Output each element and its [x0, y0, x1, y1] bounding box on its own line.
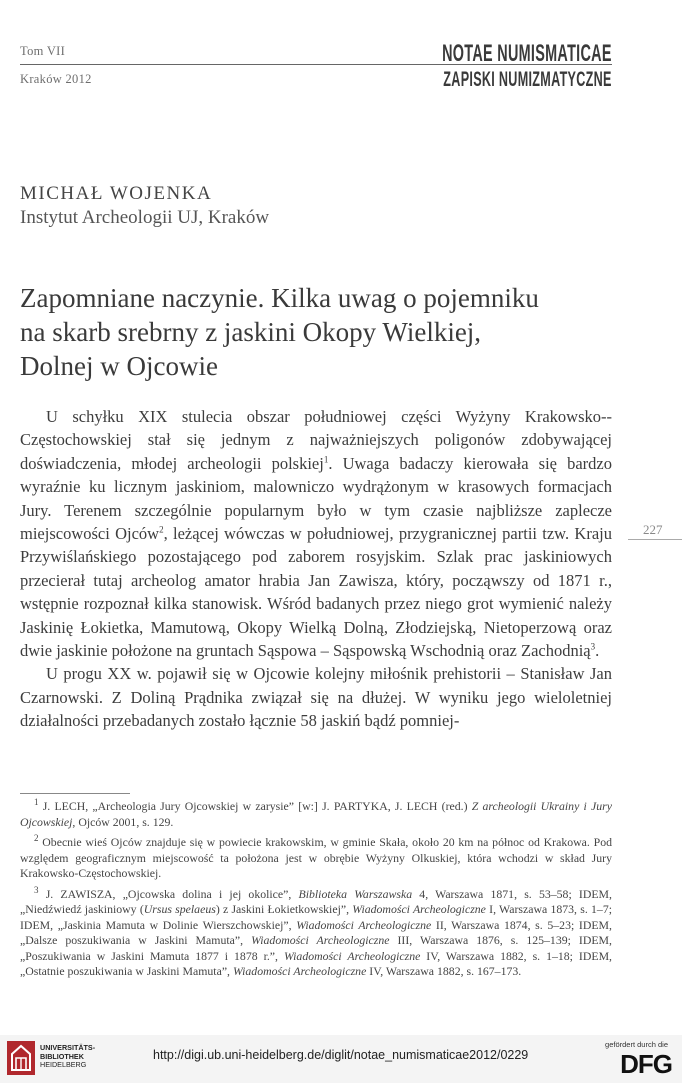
source-url-link[interactable]: http://digi.ub.uni-heidelberg.de/diglit/notae_numismaticae2012/0229: [153, 1048, 529, 1062]
journal-title-polish: ZAPISKI NUMIZMATYCZNE: [443, 68, 612, 91]
page-number-rule: [628, 539, 682, 540]
page-number: 227: [643, 522, 663, 537]
place-year-label: Kraków 2012: [20, 72, 92, 86]
title-line: na skarb srebrny z jaskini Okopy Wielkiej,: [20, 317, 482, 347]
footnote-ref[interactable]: 2: [159, 524, 164, 535]
body-paragraph: U progu XX w. pojawił się w Ojcowie kolejny miłośnik prehistorii – Stanisław Jan Czarnowski. Z Doliną Prądnika związał się na dłużej. W wyniku jego wieloletniej działalności przebadanych zostało łącznie 58 jaskiń bądź pomniej-: [20, 664, 612, 731]
volume-label: Tom VII: [20, 44, 66, 58]
dfg-logo-icon: DFG: [620, 1049, 672, 1079]
footnote-ref[interactable]: 3: [590, 641, 596, 652]
journal-title-latin: NOTAE NUMISMATICAE: [442, 40, 612, 67]
author-affiliation: Instytut Archeologii UJ, Kraków: [20, 207, 270, 228]
author-name: MICHAŁ WOJENKA: [20, 183, 213, 204]
footnote-divider: [20, 793, 130, 794]
footnote: $^3$ J. ZAWISZA, „Ojcowska dolina i jej okolice”, Biblioteka Warszawska 4, Warszawa 1871, s. 53–58; IDEM, „Niedźwiedź jaskiniowy (Ursus spelaeus) z Jaskini Łokietkowskiej”, Wiadomości Archeologiczne I, Warszawa 1873, s. 1–7; IDEM, „Jaskinia Mamuta w Dolinie Wierszchowskiej”, Wiadomości Archeologiczne II, Warszawa 1874, s. 5–23; IDEM, „Dalsze poszukiwania w Jaskini Mamuta”, Wiadomości Archeologiczne III, Warszawa 1876, s. 125–139; IDEM, „Poszukiwania w Jaskini Mamuta 1877 i 1878 r.”, Wiadomości Archeologiczne IV, Warszawa 1882, s. 1–18; IDEM, „Ostatnie poszukiwania w Jaskini Mamuta”, Wiadomości Archeologiczne IV, Warszawa 1882, s. 167–173.: [20, 884, 613, 978]
footnote: $^2$ Obecnie wieś Ojców znajduje się w powiecie krakowskim, w gminie Skała, około 20 km na północ od Krakowa. Pod względem geograficznym miejscowość ta położona jest w obrębie Wyżyny Olkuskiej, która wchodzi w skład Jury Krakowsko-Częstochowskiej.: [20, 833, 612, 880]
article-body: [20, 405, 612, 733]
article-title: [20, 281, 620, 383]
footnote: $^1$ J. LECH, „Archeologia Jury Ojcowskiej w zarysie” [w:] J. PARTYKA, J. LECH (red.) Z archeologii Ukrainy i Jury Ojcowskiej, Ojców 2001, s. 129.: [20, 797, 612, 829]
library-name: UNIVERSITÄTS- BIBLIOTHEK HEIDELBERG: [40, 1043, 96, 1069]
title-line: Dolnej w Ojcowie: [20, 351, 218, 381]
funding-caption: gefördert durch die: [605, 1040, 668, 1049]
footnote-ref[interactable]: 1: [323, 454, 329, 465]
footnotes: [20, 799, 612, 985]
library-logo-icon: [6, 1040, 36, 1076]
body-paragraph: U schyłku XIX stulecia obszar południowej części Wyżyny Krakowsko--Częstochowskiej stał się jednym z najważniejszych poligonów zdobywającej doświadczenia, młodej archeologii polskiej$^1$. Uwaga badaczy kierowała się bardzo wyraźnie ku licznym jaskiniom, malowniczo wydrążonym w krasowych formacjach Jury. Terenem szczególnie popularnym było w tym czasie najbliższe zaplecze miejscowości Ojców$^2$, leżącej wówczas w południowej, przygranicznej partii tzw. Kraju Przywiślańskiego pozostającego pod zaborem rosyjskim. Szlak prac jaskiniowych przecierał tutaj archeolog amator hrabia Jan Zawisza, który, począwszy od 1871 r., wstępnie rozpoznał kilka stanowisk. Wśród badanych przez niego grot wymienić należy Jaskinię Łokietka, Mamutową, Okopy Wielką Dolną, Złodziejską, Nietoperzową oraz dwie jaskinie położone na gruntach Sąspowa – Sąspowską Wschodnią oraz Zachodnią$^3$.: [20, 407, 612, 661]
title-line: Zapomniane naczynie. Kilka uwag o pojemniku: [20, 283, 539, 313]
